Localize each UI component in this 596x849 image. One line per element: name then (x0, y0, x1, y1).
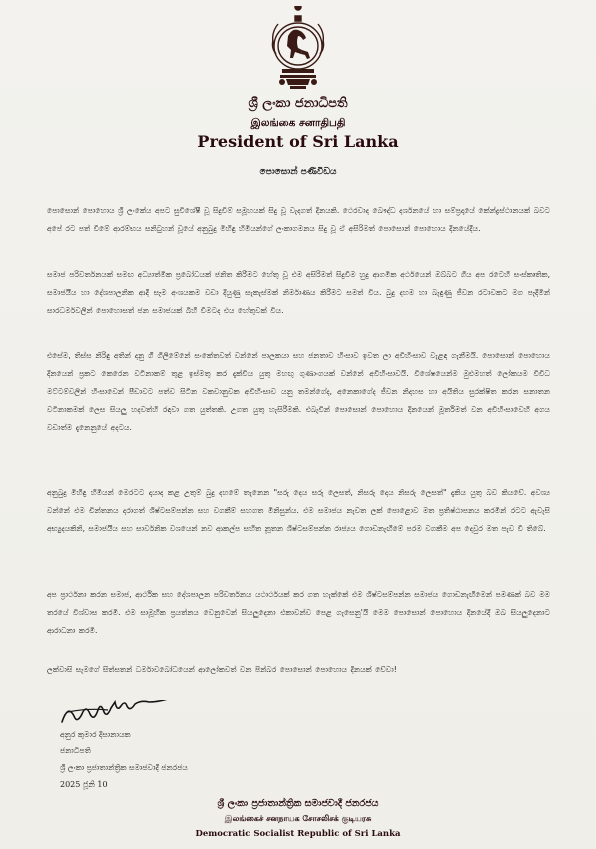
footer-country-tamil: இலங்கைச் சனநாயக சோசலிசக் குடியரசு (224, 814, 372, 823)
header-title-tamil: இலங்கை சனாதிபதி (250, 117, 346, 129)
letter-subject: පොසොන් පණිවිඩය (259, 167, 337, 177)
body-paragraph: සමාජ පරිවර්තනයක් සමඟ අධ්‍යාත්මික ප්‍රබෝධයක් ජනිත කිරීමට හේතු වූ එම අසිරිමත් සිදුවීම හුදු ආගමික අර්ථයෙන් ඔබ්බට ගිය අප රටෙහි සංස්කෘතික, සමාජයීය හා දේශපාලනික ආදී සෑම අංශයකම වඩා දියුණු සැකැස්මක් නිර්මාණය කිරීමට සමත් විය. බුදු දහම හා බැඳුණු ජීවන රටාවකට මග පෑදීමින් සාරධර්මවලින් පොහොසත් ජන සමාජයක් බිහි වීමටද එය හේතුවක් විය. (47, 270, 550, 315)
state-emblem-icon (262, 6, 334, 92)
signatory-title: ජනාධිපති (60, 746, 91, 755)
letter-date: 2025 ජූනි 10 (60, 780, 108, 789)
signatory-country: ශ්‍රී ලංකා ප්‍රජාතාන්ත්‍රික සමාජවාදී ජනරජය (60, 763, 188, 772)
footer-country-sinhala: ශ්‍රී ලංකා ප්‍රජාතාන්ත්‍රික සමාජවාදී ජනරජය (217, 798, 379, 809)
body-paragraph: අනුබුදු මිහිඳු හිමියන් මෙරටට දායාද කළ උතුම් බුදු දහමේ තැනෙන "සරු දෙය සරු ලෙසත්, නිසරු දෙය නිසරු ලෙසත්" දැකිය යුතු බව කියවේ. අවශ්‍ය වන්නේ එම චින්තනය දරාගත් ශිෂ්ටසම්පන්න සහ වගකීම් සහගත මිනිසුන්ය. එම සමාජය නැවත ලක් පොළොව මත ප්‍රතිෂ්ඨාපනය කරමින් රටට ඇවැසි අභ්‍යුදයකිනි, සමාජයීය සහ සාර්වනික වශයෙන් නව ආකල්ප සහිත නූතන ශිෂ්ටසම්පන්න රාජ්‍යය ගොඩනැඟීමේ පරම වගකීම අප දෙවුර මත පැව වී තිබේ. (47, 488, 550, 533)
body-paragraph: පොසොන් පොහොය ශ්‍රී ලංකේය අපට සුවිශේෂී වූ සිදුවීම් සමූහයක් සිදු වූ වැදගත් දිනයකි. ථෙරවාද බෞද්ධ දර්ශනයේ හා සම්ප්‍රදායේ කේන්ද්‍රස්ථානයක් බවට අපේ රට පත් වීමේ ආරම්භය සනිටුහන් වූයේ අනුබුදු මිහිඳු හිමියන්ගේ ලංකාගමනය සිදු වූ ඒ අසිරිමත් පොසොන් පොහොය දිනයේදීය. (47, 206, 550, 233)
handwritten-signature (58, 700, 208, 728)
body-paragraph: එසේම, තිස්ස නිරිඳු අතින් දනු ගී ගිලිමේනේ සංකේතවත් වන්නේ පාලකයා සහ ජනතාව හිංසාව ඉවත ලා අවිහිංසාව වැළඳ ගැනීමයි. පොසොන් පොහොය දිනයෙන් ප්‍රකට කෙරෙන වටිනාකම් තුළ ඉස්මතු කර දැක්විය යුතු මහඟු ගුණාංගයක් වන්නේ අවිහිංසාවයි. විශේෂයෙන්ම මුළුමහත් ලෝකයම විවිධ මට්ටම්වලින් හිංසාවෙන් පීඩාවට පත්ව සිටින වකවානුවක අවිහිංසාව යනු තමන්ගේද, අනෙකාගේද ජීවන නිදහස හා අයිතිය සුරක්ෂිත කරන සනාතන වටිනාකමක් ලෙස සියලු හදවත්හි රඳවා ගත යුත්තකි. උගත යුතු හැසිරීමකි. එබැවින් පොසොන් පොහොය දිනයෙන් මූර්තිමත් වන අවිහිංසාවෙහි අගය වඩාත්ම දැනෙනුයේ අදටය. (47, 351, 550, 432)
header-title-english: President of Sri Lanka (197, 132, 399, 151)
body-paragraph: ලක්වාසි සැමගේ සිත්සතන් ධර්මාවබෝධයෙන් ආලෝකවත් වන පින්බර පොසොන් පොහොය දිනයක් වේවා! (47, 665, 397, 674)
header-title-sinhala: ශ්‍රී ලංකා ජනාධිපති (248, 96, 348, 111)
body-paragraph: අප ප්‍රාර්ථනා කරන සමාජ, ආර්ථික සහ දේශපාලන පරිවර්තනය යථාර්ථයක් කර ගත හැක්කේ එම ශිෂ්ටසම්පන්න සමාජය ගොඩනැඟීමෙන් පමණක් බව මම තරයේ විශ්වාස කරමි. එම සාමූහික ප්‍රයත්නය වෙනුවෙන් සියලුදෙනා එකාවන්ව පෙළ ගැසෙනු'යි මෙම පොසොන් පොහොය දිනයේදී ඔබ සියලුදෙනාට ආරාධනා කරමි. (47, 590, 550, 635)
signatory-name: අනුර කුමාර දිසානායක (60, 730, 131, 739)
footer-country-english: Democratic Socialist Republic of Sri Lanka (195, 829, 401, 839)
